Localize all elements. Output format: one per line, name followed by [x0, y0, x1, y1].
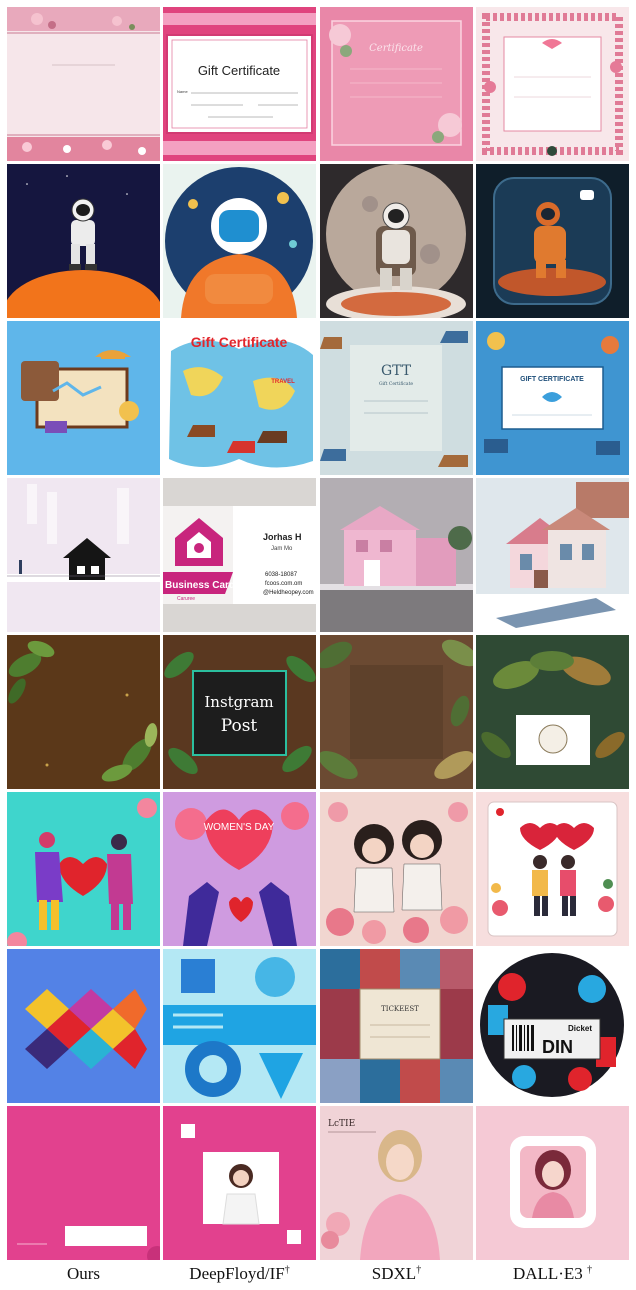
gift-certificate-title: Gift Certificate [197, 63, 281, 78]
dalle-pink [476, 1106, 629, 1260]
sdxl-leaves [320, 635, 473, 789]
deepfloyd-certificate [163, 7, 316, 161]
gtt-title: GTT [380, 363, 412, 379]
ours-travel [7, 321, 160, 475]
svg-text:6038-18087: 6038-18087 [265, 572, 298, 578]
svg-text:Name: Name [177, 89, 188, 94]
dicket-label: Dicket [568, 1024, 593, 1033]
lctie-title: LcTIE [328, 1119, 356, 1129]
sdxl-women [320, 792, 473, 946]
caption-ours: Ours [66, 1264, 101, 1283]
certificate-script: Certificate [369, 43, 423, 54]
deepfloyd-astronaut [163, 164, 316, 318]
dalle-travel [476, 321, 629, 475]
dalle-ticket [476, 949, 629, 1103]
womens-day-title: WOMEN'S DAY [203, 822, 275, 833]
dalle-house [476, 478, 629, 632]
caption-dalle: DALL·E3 † [512, 1264, 593, 1283]
sdxl-certificate [320, 7, 473, 161]
deepfloyd-business-card [163, 478, 316, 632]
ours-astronaut [7, 164, 160, 318]
ours-pink [7, 1106, 160, 1260]
deepfloyd-travel [163, 321, 316, 475]
svg-text:@Heldheopey.com: @Heldheopey.com [263, 590, 314, 596]
dalle-certificate [476, 7, 629, 161]
caption-deepfloyd: DeepFloyd/IF† [189, 1264, 290, 1283]
ours-women [7, 792, 160, 946]
sdxl-pink [320, 1106, 473, 1260]
svg-text:Gift Certificate: Gift Certificate [378, 382, 414, 387]
ours-geometric [7, 949, 160, 1103]
sdxl-astronaut [320, 164, 473, 318]
ours-house [7, 478, 160, 632]
ours-leaves [7, 635, 160, 789]
svg-text:Post: Post [220, 716, 258, 736]
ticket-title: TICKEEST [381, 1005, 419, 1013]
dalle-astronaut [476, 164, 629, 318]
caption-sdxl: SDXL† [371, 1264, 422, 1283]
business-card-label: Business Card [165, 580, 236, 591]
ours-certificate [7, 7, 160, 161]
svg-text:fcoos.com.om: fcoos.com.om [265, 581, 303, 587]
sdxl-travel [320, 321, 473, 475]
sdxl-house [320, 478, 473, 632]
deepfloyd-geometric [163, 949, 316, 1103]
deepfloyd-instagram [163, 635, 316, 789]
svg-text:Caruree: Caruree [177, 596, 196, 602]
svg-text:Jam Mo: Jam Mo [271, 546, 293, 552]
deepfloyd-women [163, 792, 316, 946]
sdxl-ticket [320, 949, 473, 1103]
dalle-leaves [476, 635, 629, 789]
dalle-women [476, 792, 629, 946]
svg-text:TRAVEL: TRAVEL [271, 379, 295, 385]
deepfloyd-pink [163, 1106, 316, 1260]
svg-text:DIN: DIN [542, 1037, 573, 1057]
gift-certificate-banner: Gift Certificate [190, 334, 288, 350]
svg-text:Jorhas H: Jorhas H [263, 532, 302, 542]
gift-certificate-caps: GIFT CERTIFICATE [520, 376, 584, 383]
image-grid [7, 7, 629, 1259]
instagram-title: Instgram [204, 693, 274, 711]
